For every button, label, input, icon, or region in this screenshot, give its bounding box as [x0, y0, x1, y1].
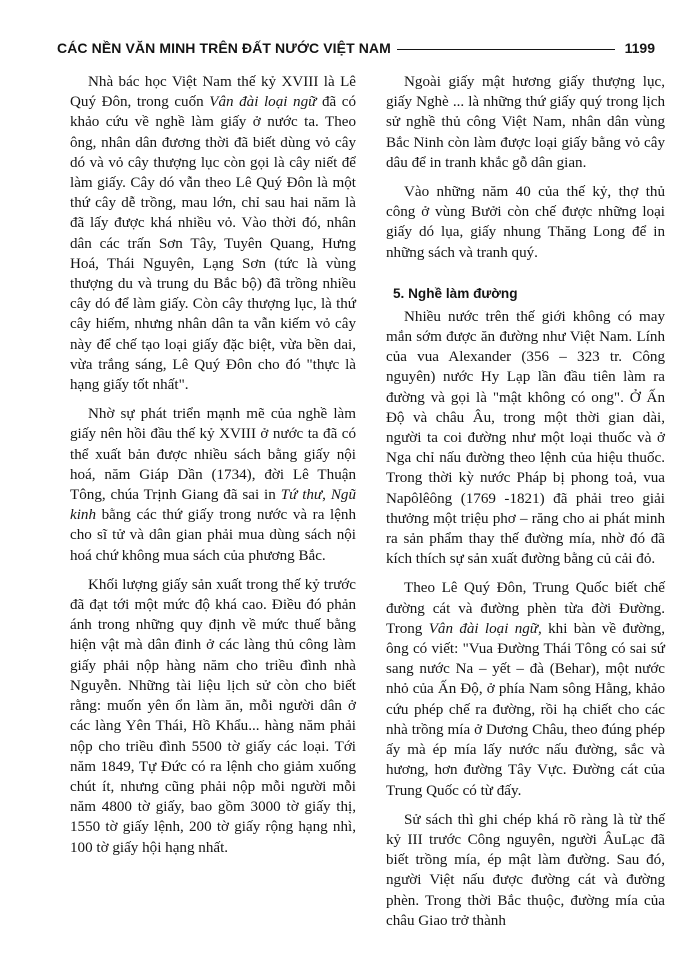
book-title: Tứ thư	[280, 487, 323, 504]
right-column	[386, 72, 665, 931]
paragraph-sugar-history: Nhiều nước trên thế giới không có may mắn sớm được ăn đường như Việt Nam. Lính của vua Alexander (356 – 323 tr. Công nguyên) nước Hy Lạp lần đầu tiên làm ra đường và gọi là "mật không có ong". Ở Ấn Độ và châu Âu, trong một thời gian dài, người ta coi đường như một loại thuốc và ở Nga chỉ nấu đường theo lệnh của hiệu thuốc. Trong thời kỳ nước Pháp bị phong toả, vua Napôlêông (1769 -1821) đã phải treo giải thưởng một triệu phơ – răng cho ai phát minh ra sản phẩm thay thế đường mía, nhờ đó đã kích thích sự sản xuất đường bằng củ cải đỏ.	[386, 308, 665, 568]
book-title: Ngũ kinh	[70, 487, 356, 524]
section-heading: 5. Nghề làm đường	[393, 285, 518, 301]
paragraph-printing: Nhờ sự phát triển mạnh mẽ của nghề làm giấy nên hồi đầu thế kỷ XVIII ở nước ta đã có thể xuất bản được nhiều sách bằng giấy nội hoá, năm Giáp Dần (1734), đời Lê Thuận Tông, chúa Trịnh Giang đã sai in Tứ thư, Ngũ kinh bằng các thứ giấy trong nước và ra lệnh cho sĩ tử và dân gian phải mua dùng sách nội hoá chứ không mua sách của phương Bắc.	[70, 406, 356, 564]
page-number: 1199	[624, 40, 655, 56]
book-title: Vân đài loại ngữ	[428, 620, 539, 637]
paragraph-buoi-paper: Vào những năm 40 của thế kỷ, thợ thủ công ở vùng Bưởi còn chế được những loại giấy dó lụa, giấy nhung Thăng Long để in những sách và tranh quý.	[386, 184, 665, 261]
paragraph-sugar-china: Theo Lê Quý Đôn, Trung Quốc biết chế đường cát và đường phèn từa đời Đường. Trong Vân đài loại ngữ, khi bàn về đường, ông có viết: "Vua Đường Thái Tông có sai sứ sang nước Na – yết – đà (Behar), một nước nhỏ của Ấn Độ, ở phía Nam sông Hằng, khảo cứu phép chế ra đường, rồi hạ chiết cho các nhà trồng mía ở Dương Châu, theo đúng phép ấy mà ép mía lấy nước nấu đường, sắc và hương, hơn đường Tây Vực. Đường cát của Trung Quốc có từ đấy.	[386, 580, 665, 799]
paragraph-paper-tax: Khối lượng giấy sản xuất trong thế kỷ trước đã đạt tới một mức độ khá cao. Điều đó phản ánh trong những quy định về mức thuế bằng hiện vật mà dân đinh ở các làng thủ công làm giấy phải nộp hàng năm cho triều đình nhà Nguyễn. Những tài liệu lịch sử còn cho biết rằng: muốn yên ổn làm ăn, mỗi người dân ở các làng Yên Thái, Hồ Khẩu... hàng năm phải nộp cho triều đình 5500 tờ giấy các loại. Tới năm 1849, Tự Đức có ra lệnh cho giảm xuống chút ít, nhưng cũng phải nộp mỗi người mỗi năm 4800 tờ giấy, bao gồm 3000 tờ giấy thị, 1550 tờ giấy lệnh, 200 tờ giấy rộng hạng nhì, 100 tờ giấy hội hạng nhất.	[70, 576, 356, 856]
header-rule	[397, 49, 615, 50]
paragraph-le-quy-don-paper: Nhà bác học Việt Nam thế kỷ XVIII là Lê Quý Đôn, trong cuốn Vân đài loại ngữ đã có khảo cứu về nghề làm giấy ở nước ta. Theo ông, nhân dân đương thời đã biết dùng vỏ cây dó và vỏ cây thượng lục còn gọi là cây niết để làm giấy. Cây dó vẫn theo Lê Quý Đôn là một thứ cây dễ trồng, mau lớn, chỉ sau hai năm là đã lấy được khá nhiều vỏ. Vào thời đó, nhân dân các trấn Sơn Tây, Tuyên Quang, Hưng Hoá, Thái Nguyên, Lạng Sơn (tức là vùng thượng du và trung du Bắc bộ) đã trồng nhiều cây dó để làm giấy. Còn cây thượng lục, là thứ cây hiếm, nhưng nhân dân ta vẫn kiếm vỏ cây này để chế tạo loại giấy đặc biệt, vừa bền dai, vừa trắng sáng, Lê Quý Đôn cho đó "thực là hạng giấy tốt nhất".	[70, 74, 357, 394]
paragraph-bac-ninh-paper: Ngoài giấy mật hương giấy thượng lục, giấy Nghè ... là những thứ giấy quý trong lịch sử nghề thủ công Việt Nam, nhân dân vùng Bắc Ninh còn làm được loại giấy bằng vỏ cây dâu để in tranh khắc gỗ dân gian.	[386, 74, 665, 171]
book-title: Vân đài loại ngữ	[209, 94, 317, 111]
left-column	[70, 72, 356, 858]
running-title: CÁC NỀN VĂN MINH TRÊN ĐẤT NƯỚC VIỆT NAM	[57, 40, 391, 56]
paragraph-sugar-vietnam: Sử sách thì ghi chép khá rõ ràng là từ thế kỷ III trước Công nguyên, người ÂuLạc đã biết trồng mía, ép mật làm đường. Sau đó, người Việt nấu được đường cát và đường phèn. Trong thời Bắc thuộc, đường mía của châu Giao trở thành	[386, 811, 665, 929]
running-header	[57, 40, 655, 62]
